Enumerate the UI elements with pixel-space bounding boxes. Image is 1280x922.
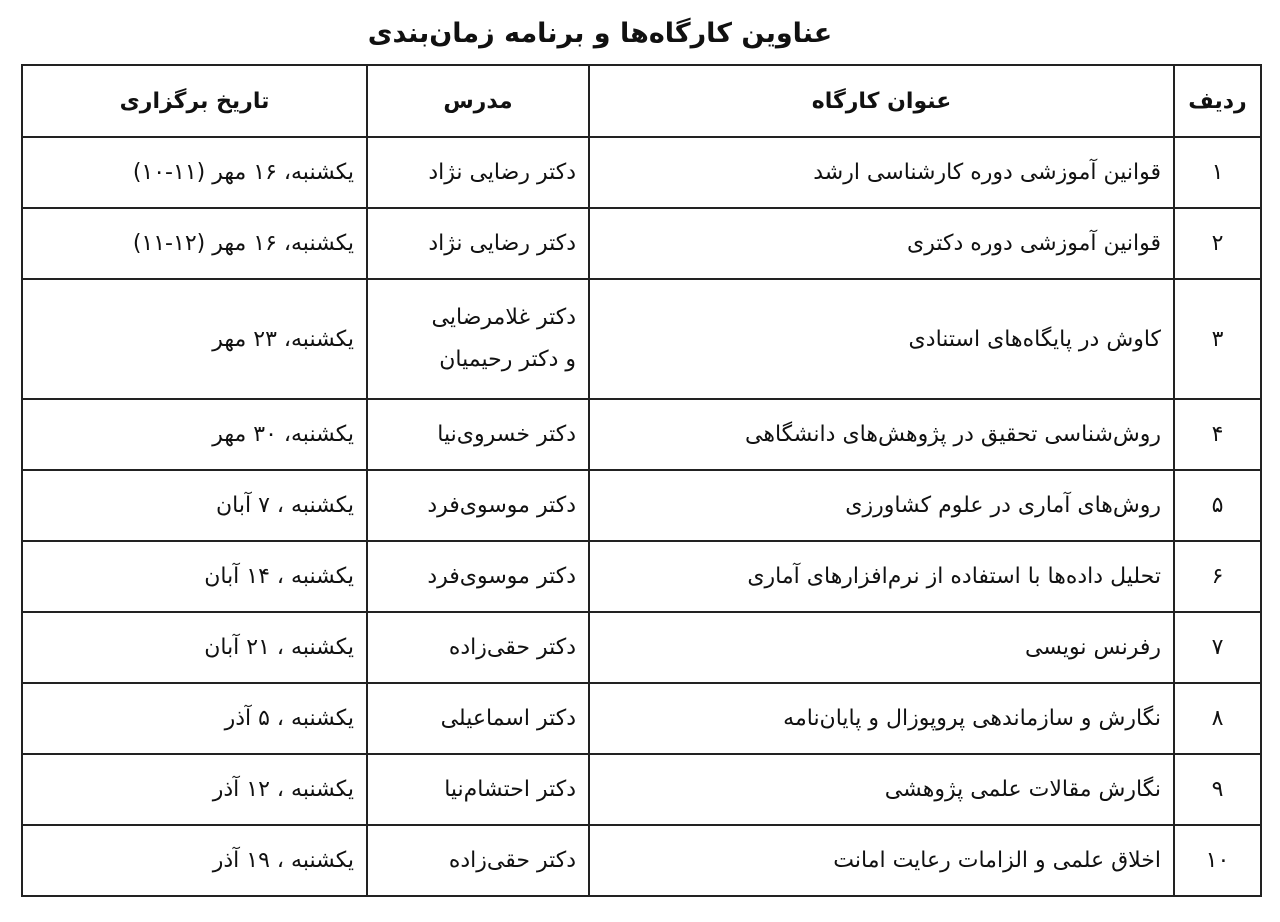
row-number: ۱ xyxy=(1174,137,1261,208)
row-number: ۹ xyxy=(1174,754,1261,825)
teacher-line: دکتر احتشام‌نیا xyxy=(444,776,576,802)
row-number: ۱۰ xyxy=(1174,825,1261,896)
teacher-line: دکتر موسوی‌فرد xyxy=(427,492,576,518)
workshop-title: قوانین آموزشی دوره کارشناسی ارشد xyxy=(589,137,1174,208)
workshop-date: یکشنبه، ۱۶ مهر (۱۲-۱۱) xyxy=(22,208,367,279)
table-row xyxy=(22,754,1261,825)
workshop-title: نگارش مقالات علمی پژوهشی xyxy=(589,754,1174,825)
workshop-date: یکشنبه ، ۱۴ آبان xyxy=(22,541,367,612)
workshop-title: کاوش در پایگاه‌های استنادی xyxy=(589,279,1174,399)
teacher-line: دکتر غلامرضایی xyxy=(431,305,576,330)
table-header-row xyxy=(22,65,1261,137)
row-number: ۸ xyxy=(1174,683,1261,754)
table-row xyxy=(22,541,1261,612)
header-teacher: مدرس xyxy=(367,65,589,137)
teacher-name xyxy=(367,825,589,896)
workshop-date: یکشنبه، ۲۳ مهر xyxy=(22,279,367,399)
teacher-name xyxy=(367,279,589,399)
table-row xyxy=(22,399,1261,470)
teacher-line: دکتر حقی‌زاده xyxy=(448,847,576,873)
row-number: ۷ xyxy=(1174,612,1261,683)
header-date: تاریخ برگزاری xyxy=(22,65,367,137)
workshop-date: یکشنبه ، ۱۹ آذر xyxy=(22,825,367,896)
workshop-date: یکشنبه، ۳۰ مهر xyxy=(22,399,367,470)
teacher-line: و دکتر رحیمیان xyxy=(439,347,576,372)
teacher-line: دکتر موسوی‌فرد xyxy=(427,563,576,589)
workshop-title: روش‌های آماری در علوم کشاورزی xyxy=(589,470,1174,541)
row-number: ۶ xyxy=(1174,541,1261,612)
workshop-date: یکشنبه، ۱۶ مهر (۱۱-۱۰) xyxy=(22,137,367,208)
workshop-title: اخلاق علمی و الزامات رعایت امانت xyxy=(589,825,1174,896)
workshop-title: روش‌شناسی تحقیق در پژوهش‌های دانشگاهی xyxy=(589,399,1174,470)
teacher-line: دکتر اسماعیلی xyxy=(440,705,576,731)
teacher-line: دکتر حقی‌زاده xyxy=(448,634,576,660)
row-number: ۳ xyxy=(1174,279,1261,399)
header-workshop-title: عنوان کارگاه xyxy=(589,65,1174,137)
row-number: ۵ xyxy=(1174,470,1261,541)
workshop-title: قوانین آموزشی دوره دکتری xyxy=(589,208,1174,279)
table-row xyxy=(22,208,1261,279)
table-row xyxy=(22,470,1261,541)
teacher-name xyxy=(367,137,589,208)
table-row xyxy=(22,683,1261,754)
row-number: ۲ xyxy=(1174,208,1261,279)
teacher-name xyxy=(367,470,589,541)
table-row xyxy=(22,279,1261,399)
table-row xyxy=(22,612,1261,683)
teacher-name xyxy=(367,541,589,612)
workshop-date: یکشنبه ، ۷ آبان xyxy=(22,470,367,541)
teacher-name xyxy=(367,612,589,683)
workshop-date: یکشنبه ، ۵ آذر xyxy=(22,683,367,754)
workshop-title: تحلیل داده‌ها با استفاده از نرم‌افزارهای آماری xyxy=(589,541,1174,612)
workshop-date: یکشنبه ، ۱۲ آذر xyxy=(22,754,367,825)
page-title: عناوین کارگاه‌ها و برنامه زمان‌بندی xyxy=(367,18,833,49)
teacher-name xyxy=(367,754,589,825)
header-row-number: ردیف xyxy=(1174,65,1261,137)
teacher-line: دکتر خسروی‌نیا xyxy=(437,421,576,447)
workshop-title: رفرنس نویسی xyxy=(589,612,1174,683)
teacher-line: دکتر رضایی نژاد xyxy=(428,230,576,256)
teacher-name xyxy=(367,683,589,754)
row-number: ۴ xyxy=(1174,399,1261,470)
teacher-name xyxy=(367,399,589,470)
teacher-line: دکتر رضایی نژاد xyxy=(428,159,576,185)
workshops-table xyxy=(21,64,1262,897)
teacher-name xyxy=(367,208,589,279)
table-row xyxy=(22,825,1261,896)
table-row xyxy=(22,137,1261,208)
workshop-title: نگارش و سازماندهی پروپوزال و پایان‌نامه xyxy=(589,683,1174,754)
workshop-date: یکشنبه ، ۲۱ آبان xyxy=(22,612,367,683)
